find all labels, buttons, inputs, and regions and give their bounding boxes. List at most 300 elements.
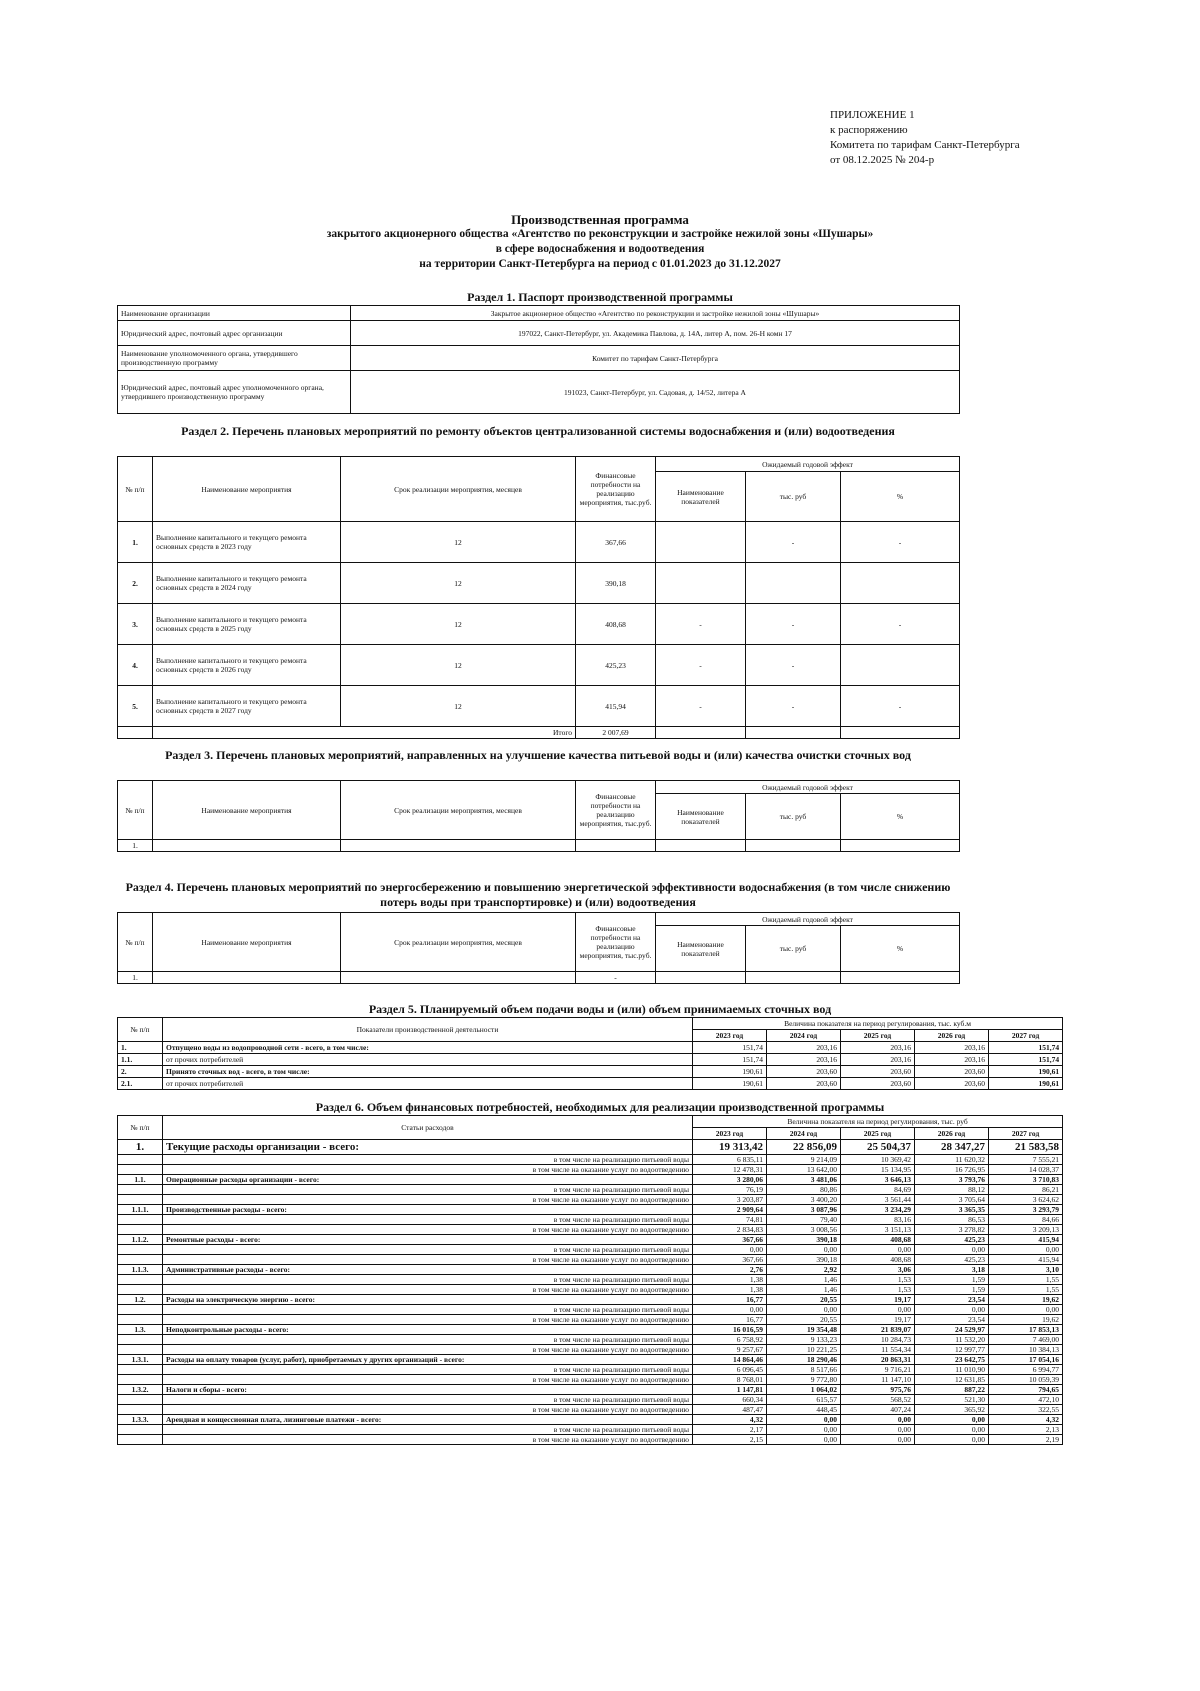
row-value: 3 087,96 — [767, 1205, 841, 1215]
row-value: 408,68 — [841, 1235, 915, 1245]
section-2-title: Раздел 2. Перечень плановых мероприятий по ремонту объектов централизованной системы водоснабжения и (или) водоотведения — [181, 424, 895, 438]
row-number: 4. — [118, 645, 153, 686]
row-value: 1,55 — [989, 1275, 1063, 1285]
row-term: 12 — [341, 686, 576, 727]
col-number: № п/п — [118, 457, 153, 522]
row-value: 1,59 — [915, 1285, 989, 1295]
row-item: в том числе на оказание услуг по водоотведению — [163, 1225, 693, 1235]
section-2-table — [117, 456, 960, 739]
row-indicators — [656, 563, 746, 604]
table-row — [118, 1295, 1063, 1305]
col-pct: % — [841, 794, 960, 840]
table-row — [118, 1375, 1063, 1385]
row-number — [118, 1315, 163, 1325]
row-value: 2 834,83 — [693, 1225, 767, 1235]
table-row — [118, 1415, 1063, 1425]
row-number: 1.3. — [118, 1325, 163, 1335]
row-value: 3 624,62 — [989, 1195, 1063, 1205]
row-value: 425,23 — [915, 1255, 989, 1265]
row-pct — [841, 563, 960, 604]
row-item: Ремонтные расходы - всего: — [163, 1235, 693, 1245]
table-row — [118, 346, 960, 371]
row-number — [118, 1305, 163, 1315]
col-rub: тыс. руб — [746, 472, 841, 522]
row-value: 16,77 — [693, 1295, 767, 1305]
row-name: от прочих потребителей — [163, 1078, 693, 1090]
row-value: 2,92 — [767, 1265, 841, 1275]
row-value: 11 532,20 — [915, 1335, 989, 1345]
row-pct: - — [841, 604, 960, 645]
row-value: 3,18 — [915, 1265, 989, 1275]
row-value: 0,00 — [841, 1305, 915, 1315]
title-line: закрытого акционерного общества «Агентство по реконструкции и застройке нежилой зоны «Шушары» — [326, 228, 874, 240]
row-term: 12 — [341, 563, 576, 604]
row-value: 367,66 — [693, 1235, 767, 1245]
row-value: 10 059,39 — [989, 1375, 1063, 1385]
row-value: 190,61 — [693, 1078, 767, 1090]
col-year: 2024 год — [767, 1030, 841, 1042]
row-value: 0,00 — [767, 1415, 841, 1425]
row-value: 12 478,31 — [693, 1165, 767, 1175]
table-row — [118, 1078, 1063, 1090]
row-value: 975,76 — [841, 1385, 915, 1395]
row-item: в том числе на оказание услуг по водоотведению — [163, 1195, 693, 1205]
table-row — [118, 1315, 1063, 1325]
row-value: 76,19 — [693, 1185, 767, 1195]
row-item: в том числе на оказание услуг по водоотведению — [163, 1405, 693, 1415]
row-number: 2. — [118, 1066, 163, 1078]
row-number: 1. — [118, 1140, 163, 1155]
row-value: 12 631,85 — [915, 1375, 989, 1385]
col-indicators: Наименование показателей — [656, 794, 746, 840]
row-value: 88,12 — [915, 1185, 989, 1195]
row-item: в том числе на оказание услуг по водоотведению — [163, 1345, 693, 1355]
row-value: 15 134,95 — [841, 1165, 915, 1175]
table-row — [118, 604, 960, 645]
row-value: 3 008,56 — [767, 1225, 841, 1235]
row-value: 14 864,46 — [693, 1355, 767, 1365]
row-number — [118, 1275, 163, 1285]
row-value: 1,38 — [693, 1285, 767, 1295]
table-row — [118, 1185, 1063, 1195]
row-value: 21 839,07 — [841, 1325, 915, 1335]
col-rub: тыс. руб — [746, 926, 841, 972]
row-value: 2 909,64 — [693, 1205, 767, 1215]
row-number: 1. — [118, 522, 153, 563]
row-finance: - — [576, 972, 656, 984]
table-row — [118, 1245, 1063, 1255]
row-value: 3 278,82 — [915, 1225, 989, 1235]
row-number — [118, 1405, 163, 1415]
row-name: Выполнение капитального и текущего ремонта основных средств в 2026 году — [153, 645, 341, 686]
row-number — [118, 1395, 163, 1405]
table-row — [118, 1042, 1063, 1054]
row-value: 3 151,13 — [841, 1225, 915, 1235]
row-value: 190,61 — [989, 1066, 1063, 1078]
passport-label: Юридический адрес, почтовый адрес организации — [118, 321, 351, 346]
row-finance: 390,18 — [576, 563, 656, 604]
row-term: 12 — [341, 522, 576, 563]
row-value: 448,45 — [767, 1405, 841, 1415]
row-value: 3 293,79 — [989, 1205, 1063, 1215]
row-item: в том числе на реализацию питьевой воды — [163, 1395, 693, 1405]
row-value: 16,77 — [693, 1315, 767, 1325]
row-value: 203,16 — [915, 1054, 989, 1066]
row-item: Расходы на оплату товаров (услуг, работ), приобретаемых у других организаций - всего: — [163, 1355, 693, 1365]
row-value: 7 555,21 — [989, 1155, 1063, 1165]
row-value: 0,00 — [767, 1305, 841, 1315]
row-value: 11 010,90 — [915, 1365, 989, 1375]
row-rub: - — [746, 686, 841, 727]
row-item: в том числе на реализацию питьевой воды — [163, 1425, 693, 1435]
row-value: 0,00 — [915, 1415, 989, 1425]
passport-value: 191023, Санкт-Петербург, ул. Садовая, д. 14/52, литера А — [351, 371, 960, 414]
row-indicators: - — [656, 686, 746, 727]
total-empty — [841, 727, 960, 739]
table-row — [118, 1205, 1063, 1215]
col-year: 2023 год — [693, 1030, 767, 1042]
row-name: Выполнение капитального и текущего ремонта основных средств в 2027 году — [153, 686, 341, 727]
row-value: 203,16 — [767, 1054, 841, 1066]
row-term: 12 — [341, 645, 576, 686]
row-number — [118, 1185, 163, 1195]
row-value: 12 997,77 — [915, 1345, 989, 1355]
row-value: 3,06 — [841, 1265, 915, 1275]
row-item: в том числе на оказание услуг по водоотведению — [163, 1375, 693, 1385]
table-row — [118, 1405, 1063, 1415]
table-row — [118, 1325, 1063, 1335]
row-finance: 367,66 — [576, 522, 656, 563]
table-row — [118, 371, 960, 414]
col-effect: Ожидаемый годовой эффект — [656, 457, 960, 472]
row-value: 3 646,13 — [841, 1175, 915, 1185]
row-value: 0,00 — [841, 1435, 915, 1445]
row-item: в том числе на оказание услуг по водоотведению — [163, 1435, 693, 1445]
row-value: 0,00 — [915, 1245, 989, 1255]
row-number: 3. — [118, 604, 153, 645]
table-row — [118, 1175, 1063, 1185]
col-name: Наименование мероприятия — [153, 457, 341, 522]
row-value: 203,60 — [767, 1078, 841, 1090]
row-value: 415,94 — [989, 1255, 1063, 1265]
row-item: в том числе на оказание услуг по водоотведению — [163, 1165, 693, 1175]
row-value: 521,30 — [915, 1395, 989, 1405]
row-value: 19,62 — [989, 1315, 1063, 1325]
row-value: 1,46 — [767, 1285, 841, 1295]
row-value: 203,16 — [767, 1042, 841, 1054]
table-row — [118, 1255, 1063, 1265]
row-value: 390,18 — [767, 1235, 841, 1245]
table-row — [118, 1425, 1063, 1435]
table-row — [118, 1435, 1063, 1445]
row-number — [118, 1425, 163, 1435]
row-item: в том числе на оказание услуг по водоотведению — [163, 1315, 693, 1325]
row-item: в том числе на реализацию питьевой воды — [163, 1155, 693, 1165]
row-value: 660,34 — [693, 1395, 767, 1405]
row-value: 19,17 — [841, 1295, 915, 1305]
row-pct: - — [841, 686, 960, 727]
col-name: Наименование мероприятия — [153, 781, 341, 840]
row-value: 615,57 — [767, 1395, 841, 1405]
row-value: 203,16 — [915, 1042, 989, 1054]
row-value: 0,00 — [841, 1245, 915, 1255]
col-indicator: Показатели производственной деятельности — [163, 1018, 693, 1042]
row-value: 80,86 — [767, 1185, 841, 1195]
col-finance: Финансовые потребности на реализацию мероприятия, тыс.руб. — [576, 457, 656, 522]
table-row — [118, 1215, 1063, 1225]
table-row — [118, 1355, 1063, 1365]
row-number: 2. — [118, 563, 153, 604]
col-year: 2026 год — [915, 1128, 989, 1140]
table-row — [118, 1335, 1063, 1345]
table-row — [118, 1140, 1063, 1155]
section-1-table — [117, 305, 960, 414]
row-value: 3,10 — [989, 1265, 1063, 1275]
row-value: 1,53 — [841, 1285, 915, 1295]
row-number: 1.2. — [118, 1295, 163, 1305]
table-row — [118, 1395, 1063, 1405]
row-value: 0,00 — [841, 1415, 915, 1425]
row-number: 1. — [118, 972, 153, 984]
row-value: 9 214,09 — [767, 1155, 841, 1165]
row-value: 2,15 — [693, 1435, 767, 1445]
row-number — [118, 1195, 163, 1205]
col-year: 2023 год — [693, 1128, 767, 1140]
section-3-title: Раздел 3. Перечень плановых мероприятий, направленных на улучшение качества питьевой воды и (или) качества очистки сточных вод — [165, 748, 911, 762]
row-value: 2,17 — [693, 1425, 767, 1435]
table-row — [118, 1225, 1063, 1235]
row-value: 0,00 — [767, 1425, 841, 1435]
row-value: 8 768,01 — [693, 1375, 767, 1385]
row-value: 23,54 — [915, 1315, 989, 1325]
col-value: Величина показателя на период регулирования, тыс. руб — [693, 1116, 1063, 1128]
section-3-table — [117, 780, 960, 852]
row-value: 9 772,80 — [767, 1375, 841, 1385]
row-value: 0,00 — [693, 1245, 767, 1255]
row-value: 1,59 — [915, 1275, 989, 1285]
row-number: 1. — [118, 840, 153, 852]
row-number — [118, 1245, 163, 1255]
row-value: 86,53 — [915, 1215, 989, 1225]
row-value: 10 284,73 — [841, 1335, 915, 1345]
row-value: 472,10 — [989, 1395, 1063, 1405]
appendix-line: от 08.12.2025 № 204-р — [830, 154, 935, 166]
row-value: 190,61 — [693, 1066, 767, 1078]
col-effect: Ожидаемый годовой эффект — [656, 913, 960, 926]
row-value: 20 863,31 — [841, 1355, 915, 1365]
row-number — [118, 1285, 163, 1295]
row-value: 10 369,42 — [841, 1155, 915, 1165]
row-value: 19 313,42 — [693, 1140, 767, 1155]
section-5-table — [117, 1017, 1063, 1090]
row-value: 6 835,11 — [693, 1155, 767, 1165]
total-empty — [656, 727, 746, 739]
row-value: 0,00 — [915, 1305, 989, 1315]
row-value: 83,16 — [841, 1215, 915, 1225]
row-value: 203,60 — [841, 1066, 915, 1078]
row-item: Административные расходы - всего: — [163, 1265, 693, 1275]
row-number — [118, 1345, 163, 1355]
row-name: Выполнение капитального и текущего ремонта основных средств в 2025 году — [153, 604, 341, 645]
row-value: 1,46 — [767, 1275, 841, 1285]
row-value: 74,81 — [693, 1215, 767, 1225]
col-year: 2027 год — [989, 1128, 1063, 1140]
row-item: Арендная и концессионная плата, лизинговые платежи - всего: — [163, 1415, 693, 1425]
col-year: 2024 год — [767, 1128, 841, 1140]
col-finance: Финансовые потребности на реализацию мероприятия, тыс.руб. — [576, 781, 656, 840]
row-number — [118, 1155, 163, 1165]
col-year: 2027 год — [989, 1030, 1063, 1042]
table-row — [118, 645, 960, 686]
row-pct — [841, 645, 960, 686]
row-item: в том числе на оказание услуг по водоотведению — [163, 1255, 693, 1265]
row-value: 367,66 — [693, 1255, 767, 1265]
col-number: № п/п — [118, 1018, 163, 1042]
row-value: 190,61 — [989, 1078, 1063, 1090]
total-label: Итого — [153, 727, 576, 739]
row-value: 84,66 — [989, 1215, 1063, 1225]
row-value: 10 384,13 — [989, 1345, 1063, 1355]
section-1-title: Раздел 1. Паспорт производственной программы — [467, 290, 733, 304]
row-number: 1. — [118, 1042, 163, 1054]
row-value: 203,60 — [767, 1066, 841, 1078]
row-number: 5. — [118, 686, 153, 727]
row-value: 0,00 — [841, 1425, 915, 1435]
row-value: 151,74 — [693, 1042, 767, 1054]
row-value: 10 221,25 — [767, 1345, 841, 1355]
row-value: 407,24 — [841, 1405, 915, 1415]
row-value: 3 203,87 — [693, 1195, 767, 1205]
table-row — [118, 1165, 1063, 1175]
col-value: Величина показателя на период регулирования, тыс. куб.м — [693, 1018, 1063, 1030]
row-value: 487,47 — [693, 1405, 767, 1415]
row-number: 1.3.2. — [118, 1385, 163, 1395]
row-value: 16 726,95 — [915, 1165, 989, 1175]
row-value: 20,55 — [767, 1295, 841, 1305]
row-item: Производственные расходы - всего: — [163, 1205, 693, 1215]
row-value: 14 028,37 — [989, 1165, 1063, 1175]
row-number: 1.3.3. — [118, 1415, 163, 1425]
row-item: в том числе на реализацию питьевой воды — [163, 1365, 693, 1375]
row-item: Текущие расходы организации - всего: — [163, 1140, 693, 1155]
row-value: 3 481,06 — [767, 1175, 841, 1185]
row-value: 0,00 — [767, 1245, 841, 1255]
row-value: 19,62 — [989, 1295, 1063, 1305]
col-number: № п/п — [118, 1116, 163, 1140]
row-number — [118, 1375, 163, 1385]
row-value: 0,00 — [989, 1245, 1063, 1255]
section-6-title: Раздел 6. Объем финансовых потребностей, необходимых для реализации производственной программы — [315, 1100, 885, 1114]
row-value: 151,74 — [989, 1042, 1063, 1054]
table-row — [118, 1365, 1063, 1375]
row-value: 151,74 — [989, 1054, 1063, 1066]
row-number — [118, 1365, 163, 1375]
row-name: Выполнение капитального и текущего ремонта основных средств в 2023 году — [153, 522, 341, 563]
row-value: 17 054,16 — [989, 1355, 1063, 1365]
section-4-table — [117, 912, 960, 984]
col-term: Срок реализации мероприятия, месяцев — [341, 913, 576, 972]
col-item: Статьи расходов — [163, 1116, 693, 1140]
row-value: 3 400,20 — [767, 1195, 841, 1205]
row-item: Расходы на электрическую энергию - всего: — [163, 1295, 693, 1305]
row-number — [118, 1225, 163, 1235]
col-pct: % — [841, 472, 960, 522]
table-row — [118, 686, 960, 727]
row-value: 17 853,13 — [989, 1325, 1063, 1335]
row-value: 11 147,10 — [841, 1375, 915, 1385]
row-item: в том числе на реализацию питьевой воды — [163, 1215, 693, 1225]
row-value: 2,19 — [989, 1435, 1063, 1445]
row-value: 2,13 — [989, 1425, 1063, 1435]
row-finance: 415,94 — [576, 686, 656, 727]
row-value: 11 554,34 — [841, 1345, 915, 1355]
row-value: 3 705,64 — [915, 1195, 989, 1205]
row-value: 18 290,46 — [767, 1355, 841, 1365]
row-item: в том числе на реализацию питьевой воды — [163, 1185, 693, 1195]
col-year: 2025 год — [841, 1128, 915, 1140]
total-value: 2 007,69 — [576, 727, 656, 739]
total-empty — [746, 727, 841, 739]
col-name: Наименование мероприятия — [153, 913, 341, 972]
row-item: Налоги и сборы - всего: — [163, 1385, 693, 1395]
row-finance: 408,68 — [576, 604, 656, 645]
row-value: 3 561,44 — [841, 1195, 915, 1205]
row-value: 425,23 — [915, 1235, 989, 1245]
total-empty — [118, 727, 153, 739]
table-row — [118, 1235, 1063, 1245]
title-line: на территории Санкт-Петербурга на период с 01.01.2023 до 31.12.2027 — [419, 258, 781, 270]
row-value: 11 620,32 — [915, 1155, 989, 1165]
row-value: 1,53 — [841, 1275, 915, 1285]
row-value: 25 504,37 — [841, 1140, 915, 1155]
appendix-line: к распоряжению — [830, 124, 908, 136]
row-value: 3 234,29 — [841, 1205, 915, 1215]
col-pct: % — [841, 926, 960, 972]
col-year: 2026 год — [915, 1030, 989, 1042]
row-value: 0,00 — [767, 1435, 841, 1445]
col-indicators: Наименование показателей — [656, 472, 746, 522]
row-item: Неподконтрольные расходы - всего: — [163, 1325, 693, 1335]
table-row — [118, 1265, 1063, 1275]
row-name: Принято сточных вод - всего, в том числе: — [163, 1066, 693, 1078]
col-term: Срок реализации мероприятия, месяцев — [341, 781, 576, 840]
row-value: 28 347,27 — [915, 1140, 989, 1155]
row-item: в том числе на реализацию питьевой воды — [163, 1305, 693, 1315]
row-value: 203,60 — [915, 1078, 989, 1090]
total-row — [118, 727, 960, 739]
title-line: в сфере водоснабжения и водоотведения — [495, 243, 705, 255]
row-value: 415,94 — [989, 1235, 1063, 1245]
col-term: Срок реализации мероприятия, месяцев — [341, 457, 576, 522]
row-value: 203,16 — [841, 1054, 915, 1066]
row-item: Операционные расходы организации - всего: — [163, 1175, 693, 1185]
appendix-line: Комитета по тарифам Санкт-Петербурга — [830, 139, 1020, 151]
row-value: 3 209,13 — [989, 1225, 1063, 1235]
table-row — [118, 1385, 1063, 1395]
row-value: 23,54 — [915, 1295, 989, 1305]
row-number — [118, 1255, 163, 1265]
row-number: 1.3.1. — [118, 1355, 163, 1365]
row-indicators — [656, 522, 746, 563]
row-pct: - — [841, 522, 960, 563]
row-item: в том числе на реализацию питьевой воды — [163, 1245, 693, 1255]
row-name: Выполнение капитального и текущего ремонта основных средств в 2024 году — [153, 563, 341, 604]
row-value: 3 365,35 — [915, 1205, 989, 1215]
row-value: 568,52 — [841, 1395, 915, 1405]
passport-label: Наименование организации — [118, 306, 351, 321]
row-finance: 425,23 — [576, 645, 656, 686]
row-value: 86,21 — [989, 1185, 1063, 1195]
